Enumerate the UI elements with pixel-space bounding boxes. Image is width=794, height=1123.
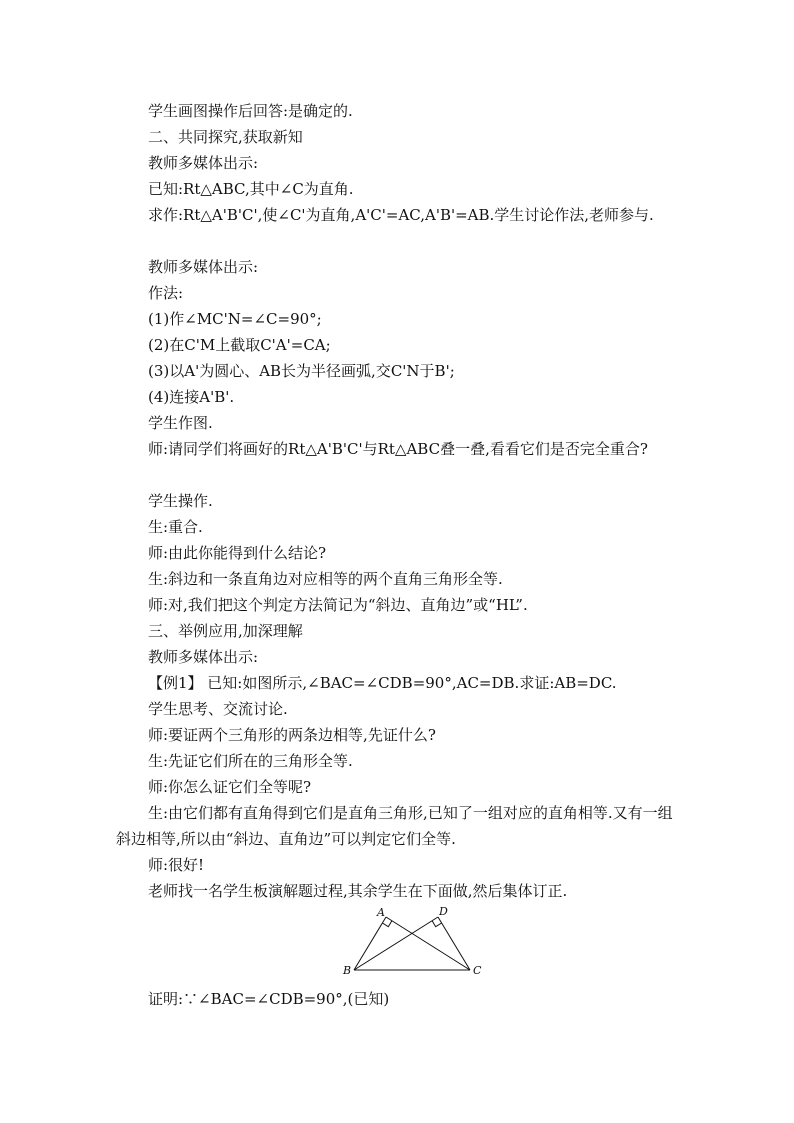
text-line: 生:斜边和一条直角边对应相等的两个直角三角形全等. (148, 570, 503, 588)
text-line: 学生画图操作后回答:是确定的. (148, 102, 353, 120)
section-heading: 二、共同探究,获取新知 (148, 128, 303, 146)
text-line: 师:很好! (148, 856, 205, 874)
text-line: 作法: (148, 284, 184, 302)
text-line: 教师多媒体出示: (148, 648, 259, 666)
text-line: 学生思考、交流讨论. (148, 700, 288, 718)
label-b: B (343, 964, 352, 977)
label-a: A (377, 906, 385, 919)
text-line: 师:对,我们把这个判定方法简记为“斜边、直角边”或“HL”. (148, 596, 528, 614)
text-line: 学生作图. (148, 414, 213, 432)
segment-dc (438, 917, 470, 970)
step-line: (3)以A'为圆心、AB长为半径画弧,交C'N于B'; (148, 362, 455, 380)
text-paragraph: 求作:Rt△A'B'C',使∠C'为直角,A'C'=AC,A'B'=AB.学生讨论作法,老师参与. (148, 206, 654, 224)
text-line: 老师找一名学生板演解题过程,其余学生在下面做,然后集体订正. (148, 882, 568, 900)
text-line: 师:由此你能得到什么结论? (148, 544, 327, 562)
proof-line: 证明:∵∠BAC=∠CDB=90°,(已知) (148, 990, 390, 1008)
text-line: 教师多媒体出示: (148, 154, 259, 172)
step-line: (1)作∠MC'N=∠C=90°; (148, 310, 322, 328)
triangle-diagram (340, 904, 490, 978)
step-line: (4)连接A'B'. (148, 388, 235, 406)
triangle-figure (340, 904, 490, 978)
text-line: 教师多媒体出示: (148, 258, 259, 276)
label-c: C (473, 964, 482, 977)
text-line: 生:重合. (148, 518, 203, 536)
text-line: 学生操作. (148, 492, 213, 510)
section-heading: 三、举例应用,加深理解 (148, 622, 303, 640)
right-angle-mark-a (382, 921, 392, 927)
text-line: 师:你怎么证它们全等呢? (148, 778, 312, 796)
text-line: 已知:Rt△ABC,其中∠C为直角. (148, 180, 354, 198)
text-line: 师:要证两个三角形的两条边相等,先证什么? (148, 726, 436, 744)
segment-ab (354, 917, 386, 970)
label-d: D (439, 905, 448, 918)
text-paragraph: 生:由它们都有直角得到它们是直角三角形,已知了一组对应的直角相等.又有一组斜边相等,所以由“斜边、直角边”可以判定它们全等. (116, 804, 673, 848)
step-line: (2)在C'M上截取C'A'=CA; (148, 336, 331, 354)
text-paragraph: 师:请同学们将画好的Rt△A'B'C'与Rt△ABC叠一叠,看看它们是否完全重合? (148, 440, 648, 458)
segment-ac (386, 917, 470, 970)
text-line: 生:先证它们所在的三角形全等. (148, 752, 353, 770)
example-line: 【例1】 已知:如图所示,∠BAC=∠CDB=90°,AC=DB.求证:AB=DC. (148, 674, 617, 692)
right-angle-mark-d (432, 921, 442, 927)
segment-db (354, 917, 438, 970)
